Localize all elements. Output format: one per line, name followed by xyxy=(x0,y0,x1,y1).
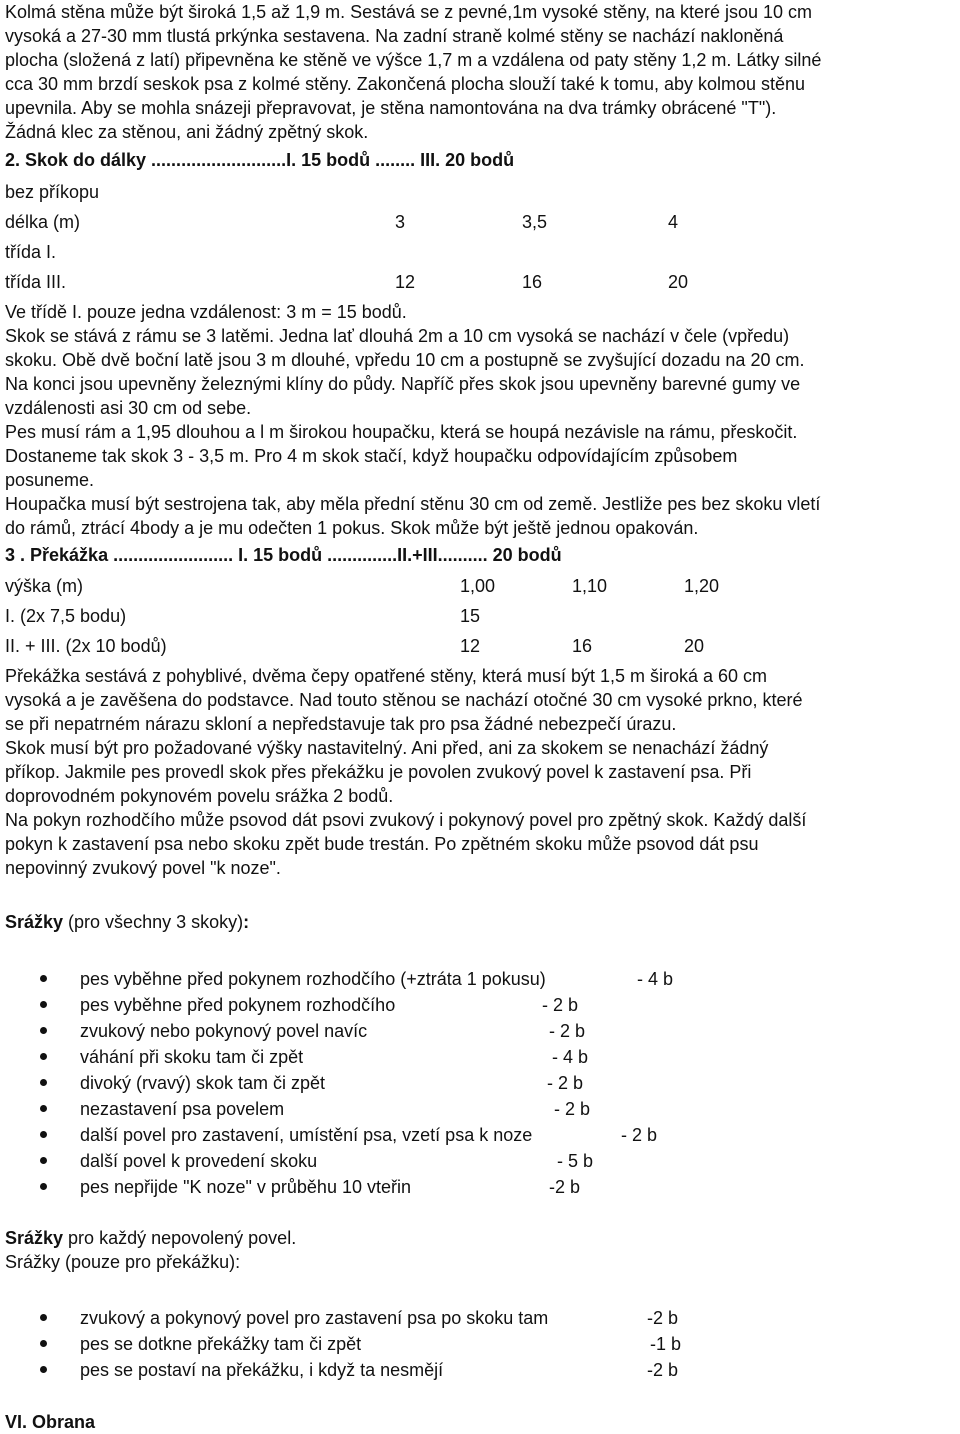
list-item-penalty: -2 b xyxy=(549,1177,581,1197)
text-line: plocha (složená z latí) připevněna ke stěně ve výšce 1,7 m a vzdálena od paty stěny 1,2 m. Látky silné xyxy=(5,50,822,70)
srazky-note xyxy=(5,1226,296,1250)
table-cell: 1,10 xyxy=(572,576,608,596)
bullet-icon xyxy=(40,1027,47,1034)
table-cell: 16 xyxy=(572,636,593,656)
table-cell-label: II. + III. (2x 10 bodů) xyxy=(5,636,167,656)
text-line: příkop. Jakmile pes provedl skok přes překážku je povolen zvukový povel k zastavení psa. Při xyxy=(5,762,752,782)
bullet-icon xyxy=(40,975,47,982)
list-item-text: zvukový nebo pokynový povel navíc xyxy=(80,1021,368,1041)
table-cell-label: třída I. xyxy=(5,242,57,262)
list-item-penalty: -1 b xyxy=(650,1334,682,1354)
table-cell: 12 xyxy=(460,636,481,656)
list-item-text: pes vyběhne před pokynem rozhodčího (+ztráta 1 pokusu) xyxy=(80,969,546,989)
table-cell: 3,5 xyxy=(522,212,548,232)
text-line: nepovinný zvukový povel "k noze". xyxy=(5,858,281,878)
list-item-penalty: - 2 b xyxy=(554,1099,591,1119)
list-item-text: další povel k provedení skoku xyxy=(80,1151,318,1171)
table-cell: 16 xyxy=(522,272,543,292)
list-item-text: další povel pro zastavení, umístění psa, vzetí psa k noze xyxy=(80,1125,533,1145)
table-cell: 1,20 xyxy=(684,576,720,596)
text-line: Skok se stává z rámu se 3 latěmi. Jedna lať dlouhá 2m a 10 cm vysoká se nachází v čele (vpředu) xyxy=(5,326,790,346)
table-cell: 12 xyxy=(395,272,416,292)
list-item-penalty: - 2 b xyxy=(547,1073,584,1093)
table-cell: 20 xyxy=(668,272,689,292)
section-heading-skok: 2. Skok do dálky ...........................I. 15 bodů ........ III. 20 bodů xyxy=(5,150,515,170)
srazky-note-bold: Srážky xyxy=(5,1228,64,1248)
list-item-text: nezastavení psa povelem xyxy=(80,1099,285,1119)
bullet-icon xyxy=(40,1314,47,1321)
text-line: Dostaneme tak skok 3 - 3,5 m. Pro 4 m skok stačí, když houpačku odpovídajícím způsobem xyxy=(5,446,738,466)
text-line: pokyn k zastavení psa nebo skoku zpět bude trestán. Po zpětném skoku může psovod dát psu xyxy=(5,834,759,854)
list-item-penalty: - 2 b xyxy=(542,995,579,1015)
text-line: Překážka sestává z pohyblivé, dvěma čepy opatřené stěny, která musí být 1,5 m široká a 60 cm xyxy=(5,666,768,686)
list-item-penalty: - 4 b xyxy=(552,1047,589,1067)
table-cell-label: třída III. xyxy=(5,272,67,292)
list-item-text: pes vyběhne před pokynem rozhodčího xyxy=(80,995,396,1015)
text-line: Skok musí být pro požadované výšky nastavitelný. Ani před, ani za skokem se nenachází žádný xyxy=(5,738,769,758)
bullet-icon xyxy=(40,1366,47,1373)
list-item-penalty: - 2 b xyxy=(549,1021,586,1041)
table-cell: 3 xyxy=(395,212,406,232)
table-cell: 4 xyxy=(668,212,679,232)
list-item-text: váhání při skoku tam či zpět xyxy=(80,1047,304,1067)
text-line: Ve třídě I. pouze jedna vzdálenost: 3 m = 15 bodů. xyxy=(5,302,407,322)
text-line: upevnila. Aby se mohla snázeji přepravovat, je stěna namontována na dva trámky obrácené "T"). xyxy=(5,98,777,118)
text-line: Pes musí rám a 1,95 dlouhou a l m širokou houpačku, která se houpá nezávisle na rámu, přeskočit. xyxy=(5,422,798,442)
text-line: vzdálenosti asi 30 cm od sebe. xyxy=(5,398,252,418)
srazky-heading-colon: : xyxy=(243,912,250,932)
text-line: vysoká a je zavěšena do podstavce. Nad touto stěnou se nachází otočné 30 cm vysoké prkno, které xyxy=(5,690,803,710)
bullet-icon xyxy=(40,1340,47,1347)
text-line: Žádná klec za stěnou, ani žádný zpětný skok. xyxy=(5,122,369,142)
text-line: cca 30 mm brzdí seskok psa z kolmé stěny. Zakončená plocha slouží také k tomu, aby kolmou stěnu xyxy=(5,74,806,94)
list-item-text: pes se postaví na překážku, i když ta nesmějí xyxy=(80,1360,444,1380)
list-item-penalty: - 4 b xyxy=(637,969,674,989)
text-line: skoku. Obě dvě boční latě jsou 3 m dlouhé, vpředu 10 cm a postupně se zvyšující dozadu na 20 cm. xyxy=(5,350,805,370)
table-cell-label: výška (m) xyxy=(5,576,83,596)
text-line: Kolmá stěna může být široká 1,5 až 1,9 m. Sestává se z pevné,1m vysoké stěny, na které jsou 10 cm xyxy=(5,2,813,22)
subheading-bez-prikopu: bez příkopu xyxy=(5,182,100,202)
next-section-heading: VI. Obrana xyxy=(5,1412,96,1432)
bullet-icon xyxy=(40,1053,47,1060)
list-item-text: divoký (rvavý) skok tam či zpět xyxy=(80,1073,326,1093)
bullet-icon xyxy=(40,1105,47,1112)
text-line: vysoká a 27-30 mm tlustá prkýnka sestavena. Na zadní straně kolmé stěny se nachází nakloněná xyxy=(5,26,784,46)
srazky-prekazka-heading: Srážky (pouze pro překážku): xyxy=(5,1252,241,1272)
text-line: Na konci jsou upevněny železnými klíny do půdy. Napříč přes skok jsou upevněny barevné gumy ve xyxy=(5,374,801,394)
text-line: Na pokyn rozhodčího může psovod dát psovi zvukový i pokynový povel pro zpětný skok. Každý další xyxy=(5,810,807,830)
list-item-penalty: -2 b xyxy=(647,1360,679,1380)
table-cell-label: délka (m) xyxy=(5,212,81,232)
bullet-icon xyxy=(40,1183,47,1190)
list-item-penalty: - 2 b xyxy=(621,1125,658,1145)
list-item-text: pes nepřijde "K noze" v průběhu 10 vteřin xyxy=(80,1177,411,1197)
list-item-text: zvukový a pokynový povel pro zastavení psa po skoku tam xyxy=(80,1308,549,1328)
text-line: posuneme. xyxy=(5,470,95,490)
srazky-heading-bold: Srážky xyxy=(5,912,64,932)
srazky-heading-rest: (pro všechny 3 skoky) xyxy=(63,912,244,932)
text-line: doprovodném pokynovém povelu srážka 2 bodů. xyxy=(5,786,394,806)
section-heading-prekazka: 3 . Překážka ........................ I. 15 bodů ..............II.+III.......... 20 bodů xyxy=(5,545,562,565)
bullet-icon xyxy=(40,1079,47,1086)
bullet-icon xyxy=(40,1001,47,1008)
text-line: se při nepatrném nárazu skloní a nepředstavuje tak pro psa žádné nebezpečí úrazu. xyxy=(5,714,677,734)
srazky-note-rest: pro každý nepovolený povel. xyxy=(63,1228,297,1248)
text-line: Houpačka musí být sestrojena tak, aby měla přední stěnu 30 cm od země. Jestliže pes bez skoku vletí xyxy=(5,494,821,514)
list-item-penalty: -2 b xyxy=(647,1308,679,1328)
bullet-icon xyxy=(40,1157,47,1164)
list-item-text: pes se dotkne překážky tam či zpět xyxy=(80,1334,362,1354)
srazky-heading xyxy=(5,910,249,934)
table-cell-label: I. (2x 7,5 bodu) xyxy=(5,606,127,626)
table-cell: 15 xyxy=(460,606,481,626)
table-cell: 1,00 xyxy=(460,576,496,596)
text-line: do rámů, ztrácí 4body a je mu odečten 1 pokus. Skok může být ještě jednou opakován. xyxy=(5,518,699,538)
bullet-icon xyxy=(40,1131,47,1138)
list-item-penalty: - 5 b xyxy=(557,1151,594,1171)
table-cell: 20 xyxy=(684,636,705,656)
